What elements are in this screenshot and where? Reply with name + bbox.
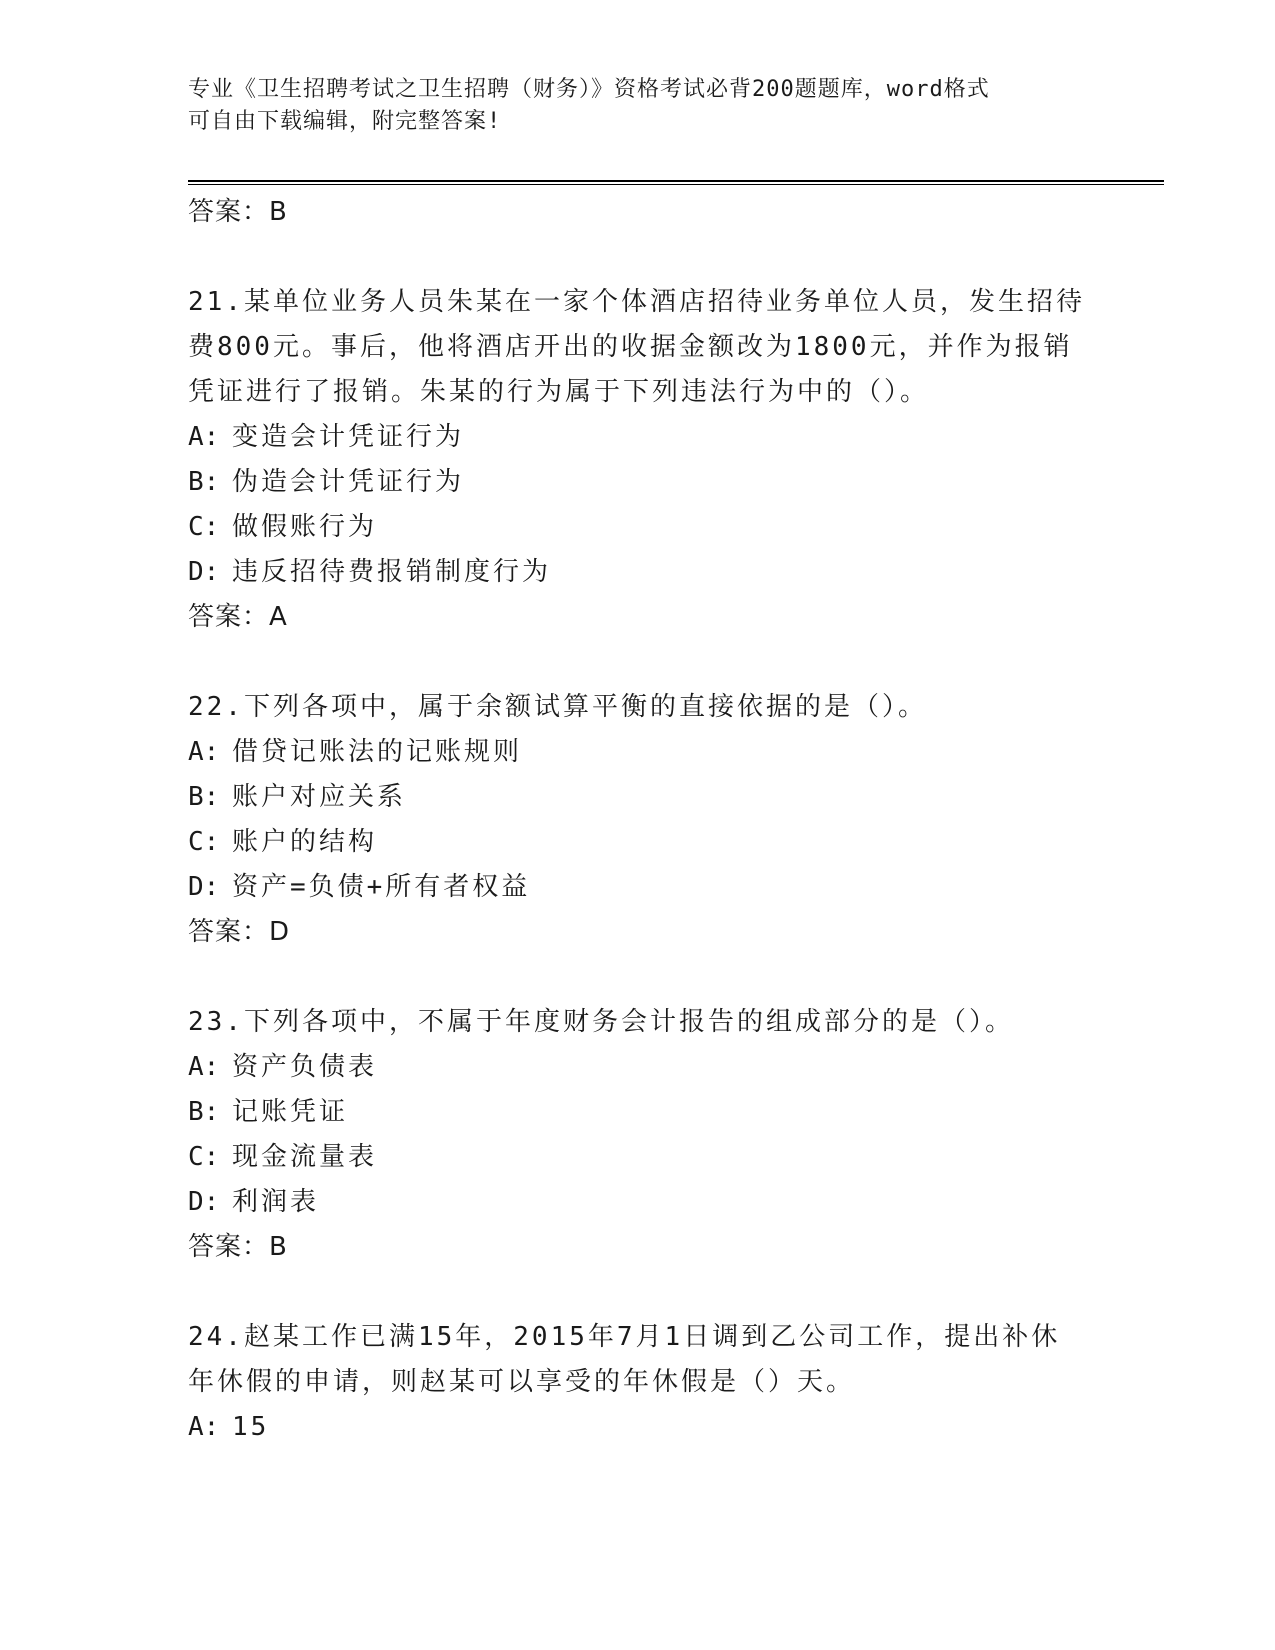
option-b: [188, 1090, 1088, 1135]
option-letter: D:: [188, 1187, 220, 1217]
question-text: [188, 280, 1088, 415]
option-text: 账户对应关系: [232, 782, 407, 812]
question-24: [188, 1315, 1088, 1450]
header-line-2: 可自由下载编辑，附完整答案!: [188, 109, 502, 134]
question-answer: 答案：A: [188, 602, 288, 632]
option-text: 借贷记账法的记账规则: [232, 737, 523, 767]
option-b: [188, 775, 1088, 820]
document-header: [188, 74, 1088, 138]
question-text: [188, 1000, 1088, 1045]
option-text: 做假账行为: [232, 512, 378, 542]
question-stem: 下列各项中，属于余额试算平衡的直接依据的是（）。: [243, 692, 927, 722]
previous-answer: 答案：B: [188, 197, 288, 227]
option-text: 15: [232, 1412, 270, 1442]
question-text: [188, 685, 1088, 730]
option-a: [188, 415, 1088, 460]
option-text: 现金流量表: [232, 1142, 378, 1172]
option-text: 记账凭证: [232, 1097, 349, 1127]
option-text: 变造会计凭证行为: [232, 422, 465, 452]
option-text: 账户的结构: [232, 827, 378, 857]
option-letter: D:: [188, 872, 220, 902]
option-letter: B:: [188, 1097, 220, 1127]
option-letter: C:: [188, 512, 220, 542]
option-text: 资产负债表: [232, 1052, 378, 1082]
question-stem: 某单位业务人员朱某在一家个体酒店招待业务单位人员，发生招待费800元。事后，他将酒店开出的收据金额改为1800元，并作为报销凭证进行了报销。朱某的行为属于下列违法行为中的（）。: [188, 287, 1085, 407]
question-number: 24.: [188, 1322, 244, 1352]
question-answer: 答案：D: [188, 917, 291, 947]
option-d: [188, 865, 1088, 910]
option-letter: C:: [188, 1142, 220, 1172]
option-c: [188, 820, 1088, 865]
option-text: 伪造会计凭证行为: [232, 467, 465, 497]
question-stem: 下列各项中，不属于年度财务会计报告的组成部分的是（）。: [243, 1007, 1014, 1037]
option-letter: A:: [188, 737, 220, 767]
document-body: [188, 190, 1088, 1450]
question-23: [188, 1000, 1088, 1269]
header-line-1: 专业《卫生招聘考试之卫生招聘（财务）》资格考试必背200题题库，word格式: [188, 77, 990, 102]
option-text: 利润表: [232, 1187, 320, 1217]
question-21: [188, 280, 1088, 639]
option-c: [188, 505, 1088, 550]
option-letter: C:: [188, 827, 220, 857]
question-answer: 答案：B: [188, 1232, 288, 1262]
header-divider: [188, 180, 1164, 185]
option-a: [188, 730, 1088, 775]
question-number: 23.: [188, 1007, 244, 1037]
option-letter: A:: [188, 422, 220, 452]
question-number: 21.: [188, 287, 244, 317]
question-text: [188, 1315, 1088, 1405]
option-c: [188, 1135, 1088, 1180]
option-b: [188, 460, 1088, 505]
option-letter: D:: [188, 557, 220, 587]
option-letter: A:: [188, 1052, 220, 1082]
option-text: 违反招待费报销制度行为: [232, 557, 552, 587]
option-d: [188, 550, 1088, 595]
option-letter: B:: [188, 782, 220, 812]
option-letter: B:: [188, 467, 220, 497]
question-22: [188, 685, 1088, 954]
option-text: 资产=负债+所有者权益: [232, 872, 531, 902]
option-d: [188, 1180, 1088, 1225]
question-number: 22.: [188, 692, 244, 722]
question-stem: 赵某工作已满15年，2015年7月1日调到乙公司工作，提出补休年休假的申请，则赵某可以享受的年休假是（）天。: [188, 1322, 1061, 1397]
option-a: [188, 1405, 1088, 1450]
option-letter: A:: [188, 1412, 220, 1442]
option-a: [188, 1045, 1088, 1090]
